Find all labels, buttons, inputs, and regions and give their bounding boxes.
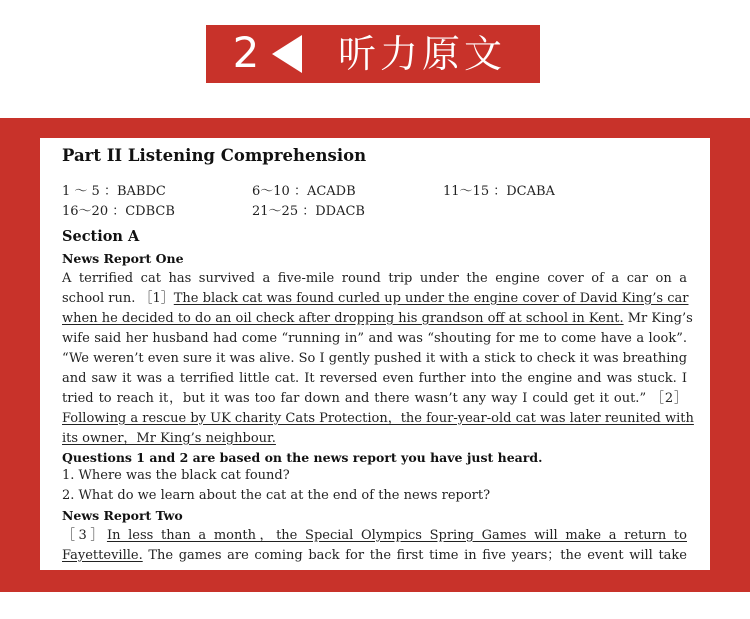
red-frame [0,118,750,592]
answer-group [62,200,175,219]
questions-heading: Questions 1 and 2 are based on the news report you have just heard. [62,450,543,465]
answer-group [252,180,356,199]
section-heading: Section A [62,228,140,245]
answer-range: 11～15 ： [443,184,507,199]
page-heading: Part II Listening Comprehension [62,146,367,165]
text-line: “We weren’t even sure it was alive. So I gently pushed it with a stick to check it was breathing [62,351,688,366]
answer-range: 16～20 ： [62,204,126,219]
text-line: and saw it was a terrified little cat. It reversed even further into the engine and was stuck. I [62,371,687,386]
answer-group [62,180,166,199]
answer-letters: DCABA [506,184,555,199]
text-line: its owner，Mr King’s neighbour. [62,431,276,446]
section-banner [206,25,540,83]
answer-group [252,200,365,219]
answer-letters: DDACB [315,204,365,219]
banner-title: 听力原文 [338,32,507,76]
text-line: A terrified cat has survived a five-mile round trip under the engine cover of a car on a [62,271,687,286]
text-line: Following a rescue by UK charity Cats Protection，the four-year-old cat was later reunited with [62,411,694,426]
question-item: 2. What do we learn about the cat at the end of the news report? [62,488,491,503]
answer-letters: CDBCB [125,204,175,219]
answer-range: 21～25 ： [252,204,316,219]
text-line: school run. ［1］The black cat was found curled up under the engine cover of David King’s car [62,291,689,306]
text-line: when he decided to do an oil check after dropping his grandson off at school in Kent. Mr King’s [62,311,693,326]
text-line: tried to reach it，but it was too far down and there wasn’t any way I could get it out.” ［2］ [62,391,687,406]
answer-letters: ACADB [306,184,356,199]
answer-range: 1 ～ 5 ： [62,184,117,199]
document-page [40,138,710,570]
report-title: News Report Two [62,508,183,523]
question-item: 1. Where was the black cat found? [62,468,290,483]
arrow-left-icon [272,35,302,73]
text-line: ［3］In less than a month，the Special Olympics Spring Games will make a return to [62,528,687,543]
answer-letters: BABDC [116,184,166,199]
text-line: Fayetteville. The games are coming back for the first time in five years；the event will take [62,548,687,563]
banner-number: 2 [232,28,260,77]
answer-range: 6～10 ： [252,184,307,199]
report-title: News Report One [62,251,184,266]
text-line: wife said her husband had come “running in” and was “shouting for me to come have a look”. [62,331,687,346]
answer-group [443,180,555,199]
